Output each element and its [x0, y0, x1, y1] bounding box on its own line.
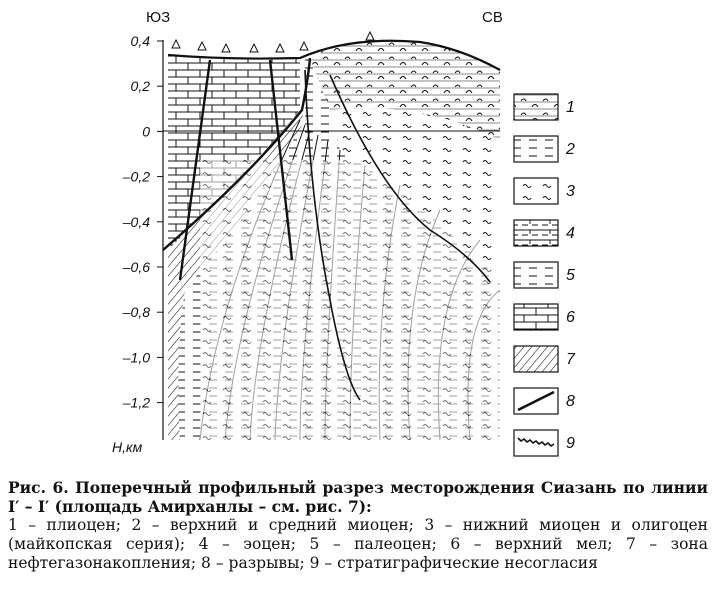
legend-swatch-paleocene	[514, 262, 558, 288]
axis-tick-label: –1,2	[122, 394, 150, 411]
figure-caption	[8, 478, 708, 573]
legend-swatch-upper-cretaceous	[514, 304, 558, 330]
legend-item-3	[514, 178, 575, 204]
axis-tick-label: 0,4	[130, 33, 150, 49]
axis-tick-label: 0,2	[130, 78, 150, 95]
direction-label-ne: СВ	[482, 9, 503, 26]
legend-swatch-unconformities	[514, 430, 558, 456]
legend-number: 1	[566, 99, 575, 116]
axis-tick-label: 0	[142, 123, 150, 140]
legend-item-2	[514, 136, 575, 162]
legend-number: 6	[566, 309, 575, 326]
legend	[514, 94, 576, 456]
axis-unit-label: Н,км	[112, 439, 143, 455]
legend-item-5	[514, 262, 575, 288]
legend-item-1	[514, 94, 575, 120]
legend-swatch-pliocene	[514, 94, 558, 120]
axis-tick-label: –0,8	[122, 304, 150, 321]
legend-swatch-eocene	[514, 220, 558, 246]
legend-number: 4	[566, 225, 575, 242]
legend-number: 2	[566, 141, 575, 158]
section-body	[163, 40, 503, 440]
caption-title: Рис. 6. Поперечный профильный разрез месторождения Сиазань по линии I′ – I′ (площадь Амирханлы – см. рис. 7):	[8, 478, 708, 516]
depth-axis	[112, 33, 163, 455]
legend-swatch-lower-miocene-oligocene	[514, 178, 558, 204]
legend-swatch-oil-gas-zone	[514, 346, 558, 372]
axis-tick-label: –0,6	[122, 259, 150, 275]
legend-swatch-upper-middle-miocene	[514, 136, 558, 162]
axis-tick-label: –1,0	[122, 349, 150, 366]
legend-item-9	[514, 430, 575, 456]
direction-label-sw: ЮЗ	[146, 9, 171, 26]
legend-item-8	[514, 388, 575, 414]
legend-number: 8	[566, 393, 575, 410]
axis-tick-label: –0,2	[122, 168, 150, 185]
legend-item-7	[514, 346, 576, 372]
axis-tick-label: –0,4	[122, 213, 150, 230]
legend-item-6	[514, 304, 575, 330]
legend-number: 7	[566, 351, 575, 368]
legend-number: 3	[566, 183, 575, 200]
legend-number: 9	[566, 435, 575, 452]
caption-text: 1 – плиоцен; 2 – верхний и средний миоцен; 3 – нижний миоцен и олигоцен (майкопская серия); 4 – эоцен; 5 – палеоцен; 6 – верхний мел; 7 – зона нефтегазонакопления; 8 – разрывы; 9 – стратиграфические несогласия	[8, 516, 708, 572]
legend-item-4	[514, 220, 575, 246]
legend-number: 5	[566, 267, 575, 284]
